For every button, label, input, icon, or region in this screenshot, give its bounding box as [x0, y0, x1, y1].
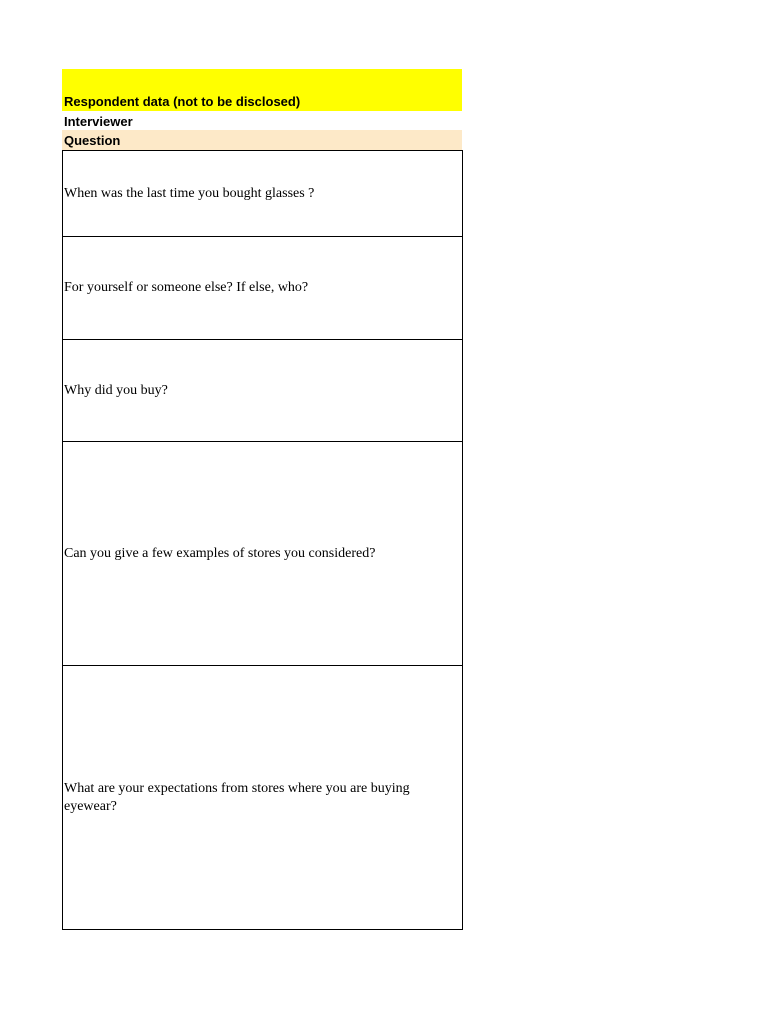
question-column-header-text: Question	[64, 133, 121, 148]
question-text: What are your expectations from stores where you are buying eyewear?	[64, 780, 410, 814]
question-text: When was the last time you bought glasses ?	[64, 185, 315, 201]
question-row[interactable]	[63, 339, 462, 441]
question-row[interactable]	[63, 665, 462, 929]
interviewer-row	[62, 111, 462, 130]
question-row[interactable]	[63, 441, 462, 665]
question-text: Can you give a few examples of stores you considered?	[64, 545, 376, 561]
interviewer-label: Interviewer	[64, 114, 133, 129]
questionnaire-sheet	[62, 69, 462, 930]
question-text: For yourself or someone else? If else, who?	[64, 280, 309, 295]
questions-table	[62, 150, 463, 930]
respondent-data-header-text: Respondent data (not to be disclosed)	[64, 94, 301, 109]
question-text: Why did you buy?	[64, 382, 168, 398]
question-row[interactable]	[63, 236, 462, 339]
respondent-data-header	[62, 69, 462, 111]
question-column-header	[62, 130, 462, 150]
question-row[interactable]	[63, 150, 462, 236]
